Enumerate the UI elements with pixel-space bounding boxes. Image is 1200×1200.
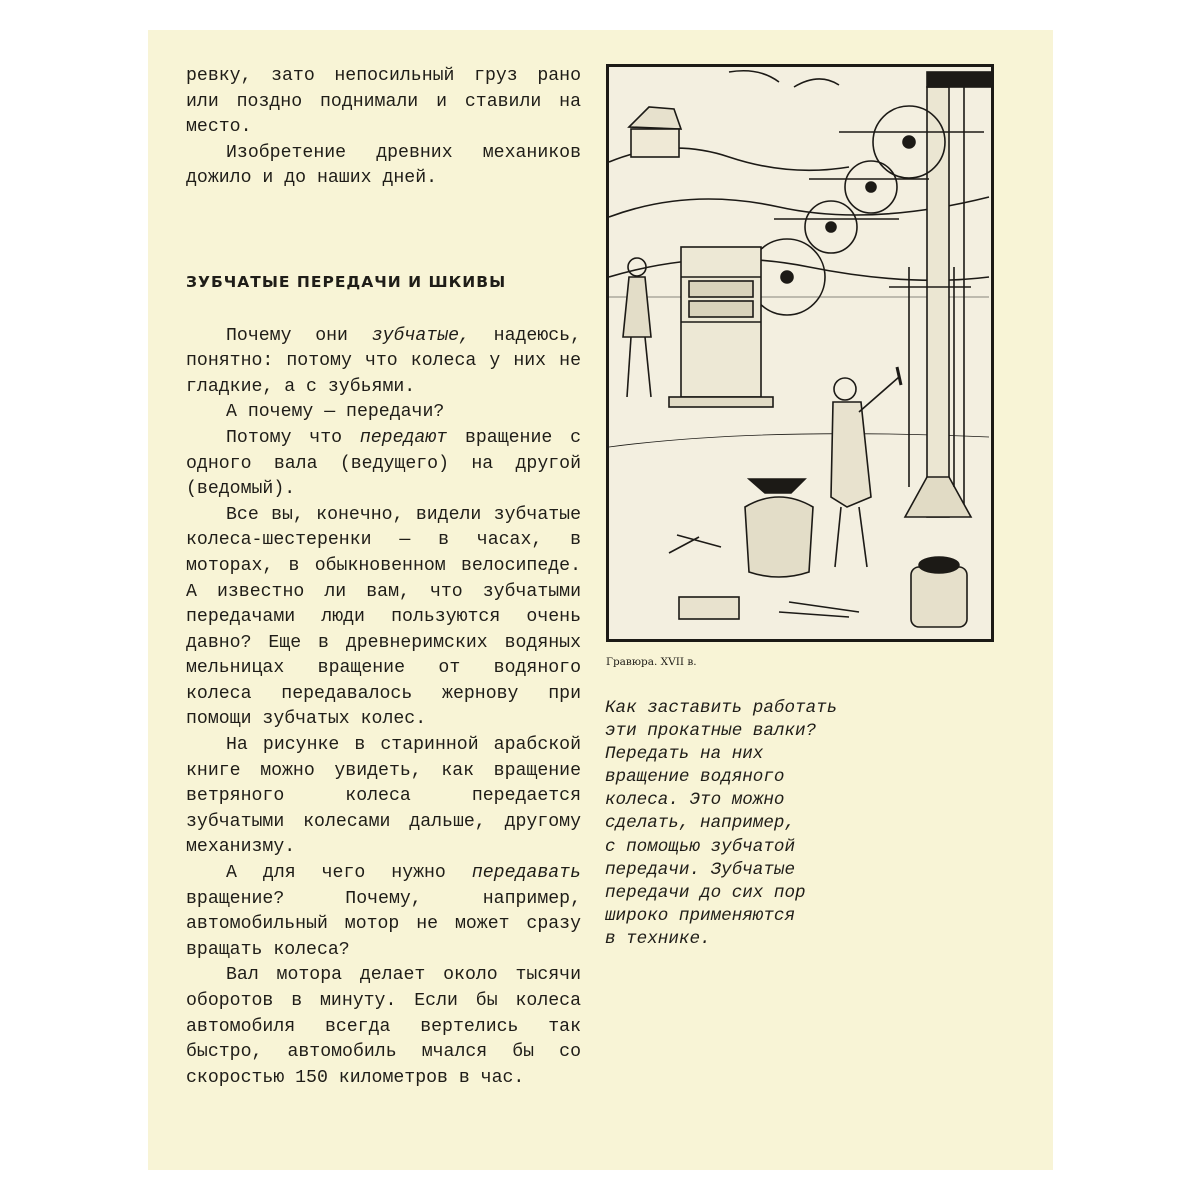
note-line: широко применяются: [605, 905, 796, 926]
figure-note: [605, 697, 875, 951]
book-page: [148, 30, 1053, 1170]
note-line: в технике.: [605, 928, 711, 949]
paragraph-7: На рисунке в старинной арабской книге можно увидеть, как вращение ветряного колеса передается зубчатыми колесами дальше, другому механизму.: [186, 735, 581, 858]
section-heading: ЗУБЧАТЫЕ ПЕРЕДАЧИ И ШКИВЫ: [186, 272, 507, 291]
note-line: вращение водяного: [605, 767, 785, 788]
paragraph-1: ревку, зато непосильный груз рано или поздно поднимали и ставили на место.: [186, 66, 581, 138]
note-line: сделать, например,: [605, 813, 796, 834]
paragraph-9: Вал мотора делает около тысячи оборотов в минуту. Если бы колеса автомобиля всегда вертелись так быстро, автомобиль мчался бы со скоростью 150 километров в час.: [186, 965, 581, 1088]
paragraph-6: Все вы, конечно, видели зубчатые колеса-шестеренки — в часах, в моторах, в обыкновенном велосипеде. А известно ли вам, что зубчатыми передачами люди пользуются очень давно? Еще в древнеримских водяных мельницах вращение от водяного колеса передавалось жернову при помощи зубчатых колес.: [186, 504, 581, 730]
figure-caption: Гравюра. XVII в.: [606, 656, 697, 668]
engraving-illustration: [606, 64, 994, 642]
paragraph-3: Почему они зубчатые, надеюсь, понятно: потому что колеса у них не гладкие, а с зубьями.: [186, 325, 581, 397]
note-line: передачи. Зубчатые: [605, 859, 796, 880]
engraving-drawing: [609, 67, 991, 639]
note-line: Передать на них: [605, 744, 764, 765]
paragraph-5: Потому что передают вращение с одного вала (ведущего) на другой (ведомый).: [186, 427, 582, 500]
paragraph-8: А для чего нужно передавать вращение? Почему, например, автомобильный мотор не может сразу вращать колеса?: [186, 863, 581, 960]
paragraph-2: Изобретение древних механиков дожило и до наших дней.: [186, 142, 581, 189]
main-text-column: [186, 64, 581, 1091]
note-line: Как заставить работать: [605, 698, 838, 718]
note-line: эти прокатные валки?: [605, 721, 817, 742]
note-line: передачи до сих пор: [605, 882, 806, 903]
paragraph-4: А почему — передачи?: [226, 402, 445, 423]
note-line: с помощью зубчатой: [605, 836, 796, 857]
note-line: колеса. Это можно: [605, 790, 785, 811]
